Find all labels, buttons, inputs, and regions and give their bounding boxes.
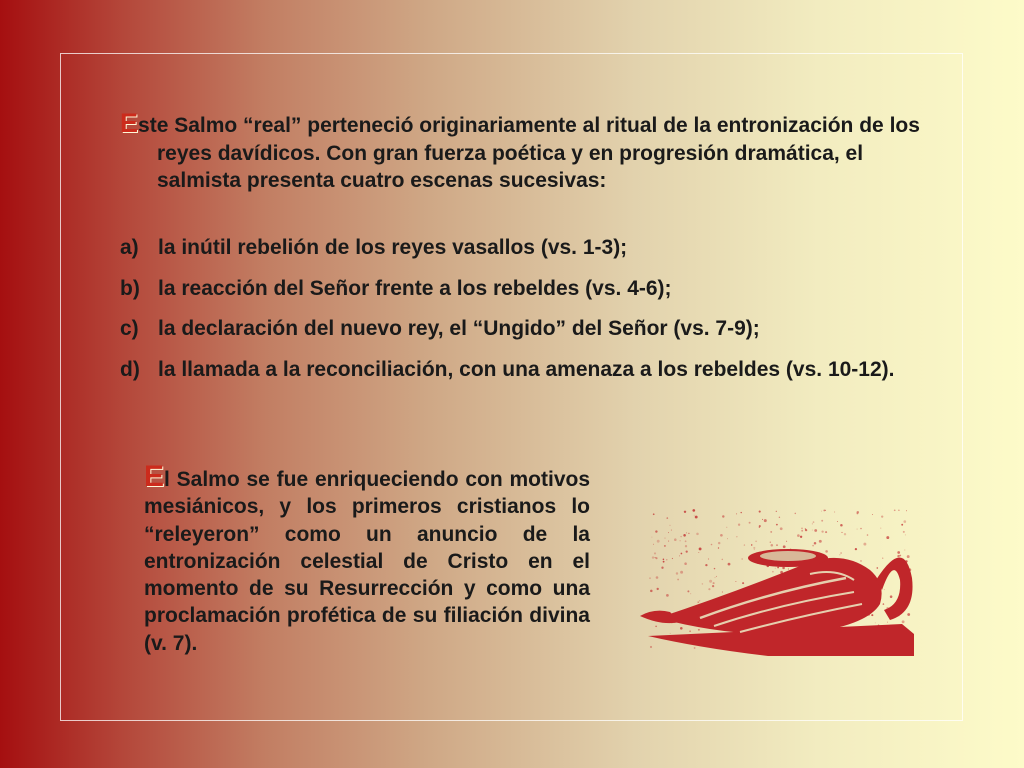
list-item-text: la reacción del Señor frente a los rebeldes (vs. 4-6);	[158, 276, 672, 300]
messianic-dropcap: E	[144, 460, 165, 493]
intro-dropcap: E	[120, 108, 139, 138]
list-marker: b)	[120, 276, 140, 300]
list-item	[120, 275, 910, 303]
list-item	[120, 234, 910, 262]
list-item-text: la declaración del nuevo rey, el “Ungido” del Señor (vs. 7-9);	[158, 317, 760, 340]
list-marker: a)	[120, 236, 139, 259]
scenes-list	[120, 234, 910, 396]
oil-lamp-icon	[640, 508, 920, 660]
intro-text: ste Salmo “real” perteneció originariamente al ritual de la entronización de los reyes davídicos. Con gran fuerza poética y en progresión dramática, el salmista presenta cuatro escenas sucesivas:	[138, 114, 920, 192]
messianic-text: l Salmo se fue enriqueciendo con motivos mesiánicos, y los primeros cristianos lo “releyeron” como un anuncio de la entronización celestial de Cristo en el momento de su Resurrección y como una proclamación profética de su filiación divina (v. 7).	[144, 468, 590, 655]
list-marker: d)	[120, 357, 140, 381]
list-item	[120, 315, 910, 343]
list-item-text: la llamada a la reconciliación, con una amenaza a los rebeldes (vs. 10-12).	[158, 357, 895, 381]
list-item	[120, 356, 910, 384]
messianic-paragraph	[144, 460, 590, 657]
intro-paragraph	[120, 110, 947, 195]
list-item-text: la inútil rebelión de los reyes vasallos (vs. 1-3);	[158, 236, 628, 259]
list-marker: c)	[120, 317, 139, 340]
